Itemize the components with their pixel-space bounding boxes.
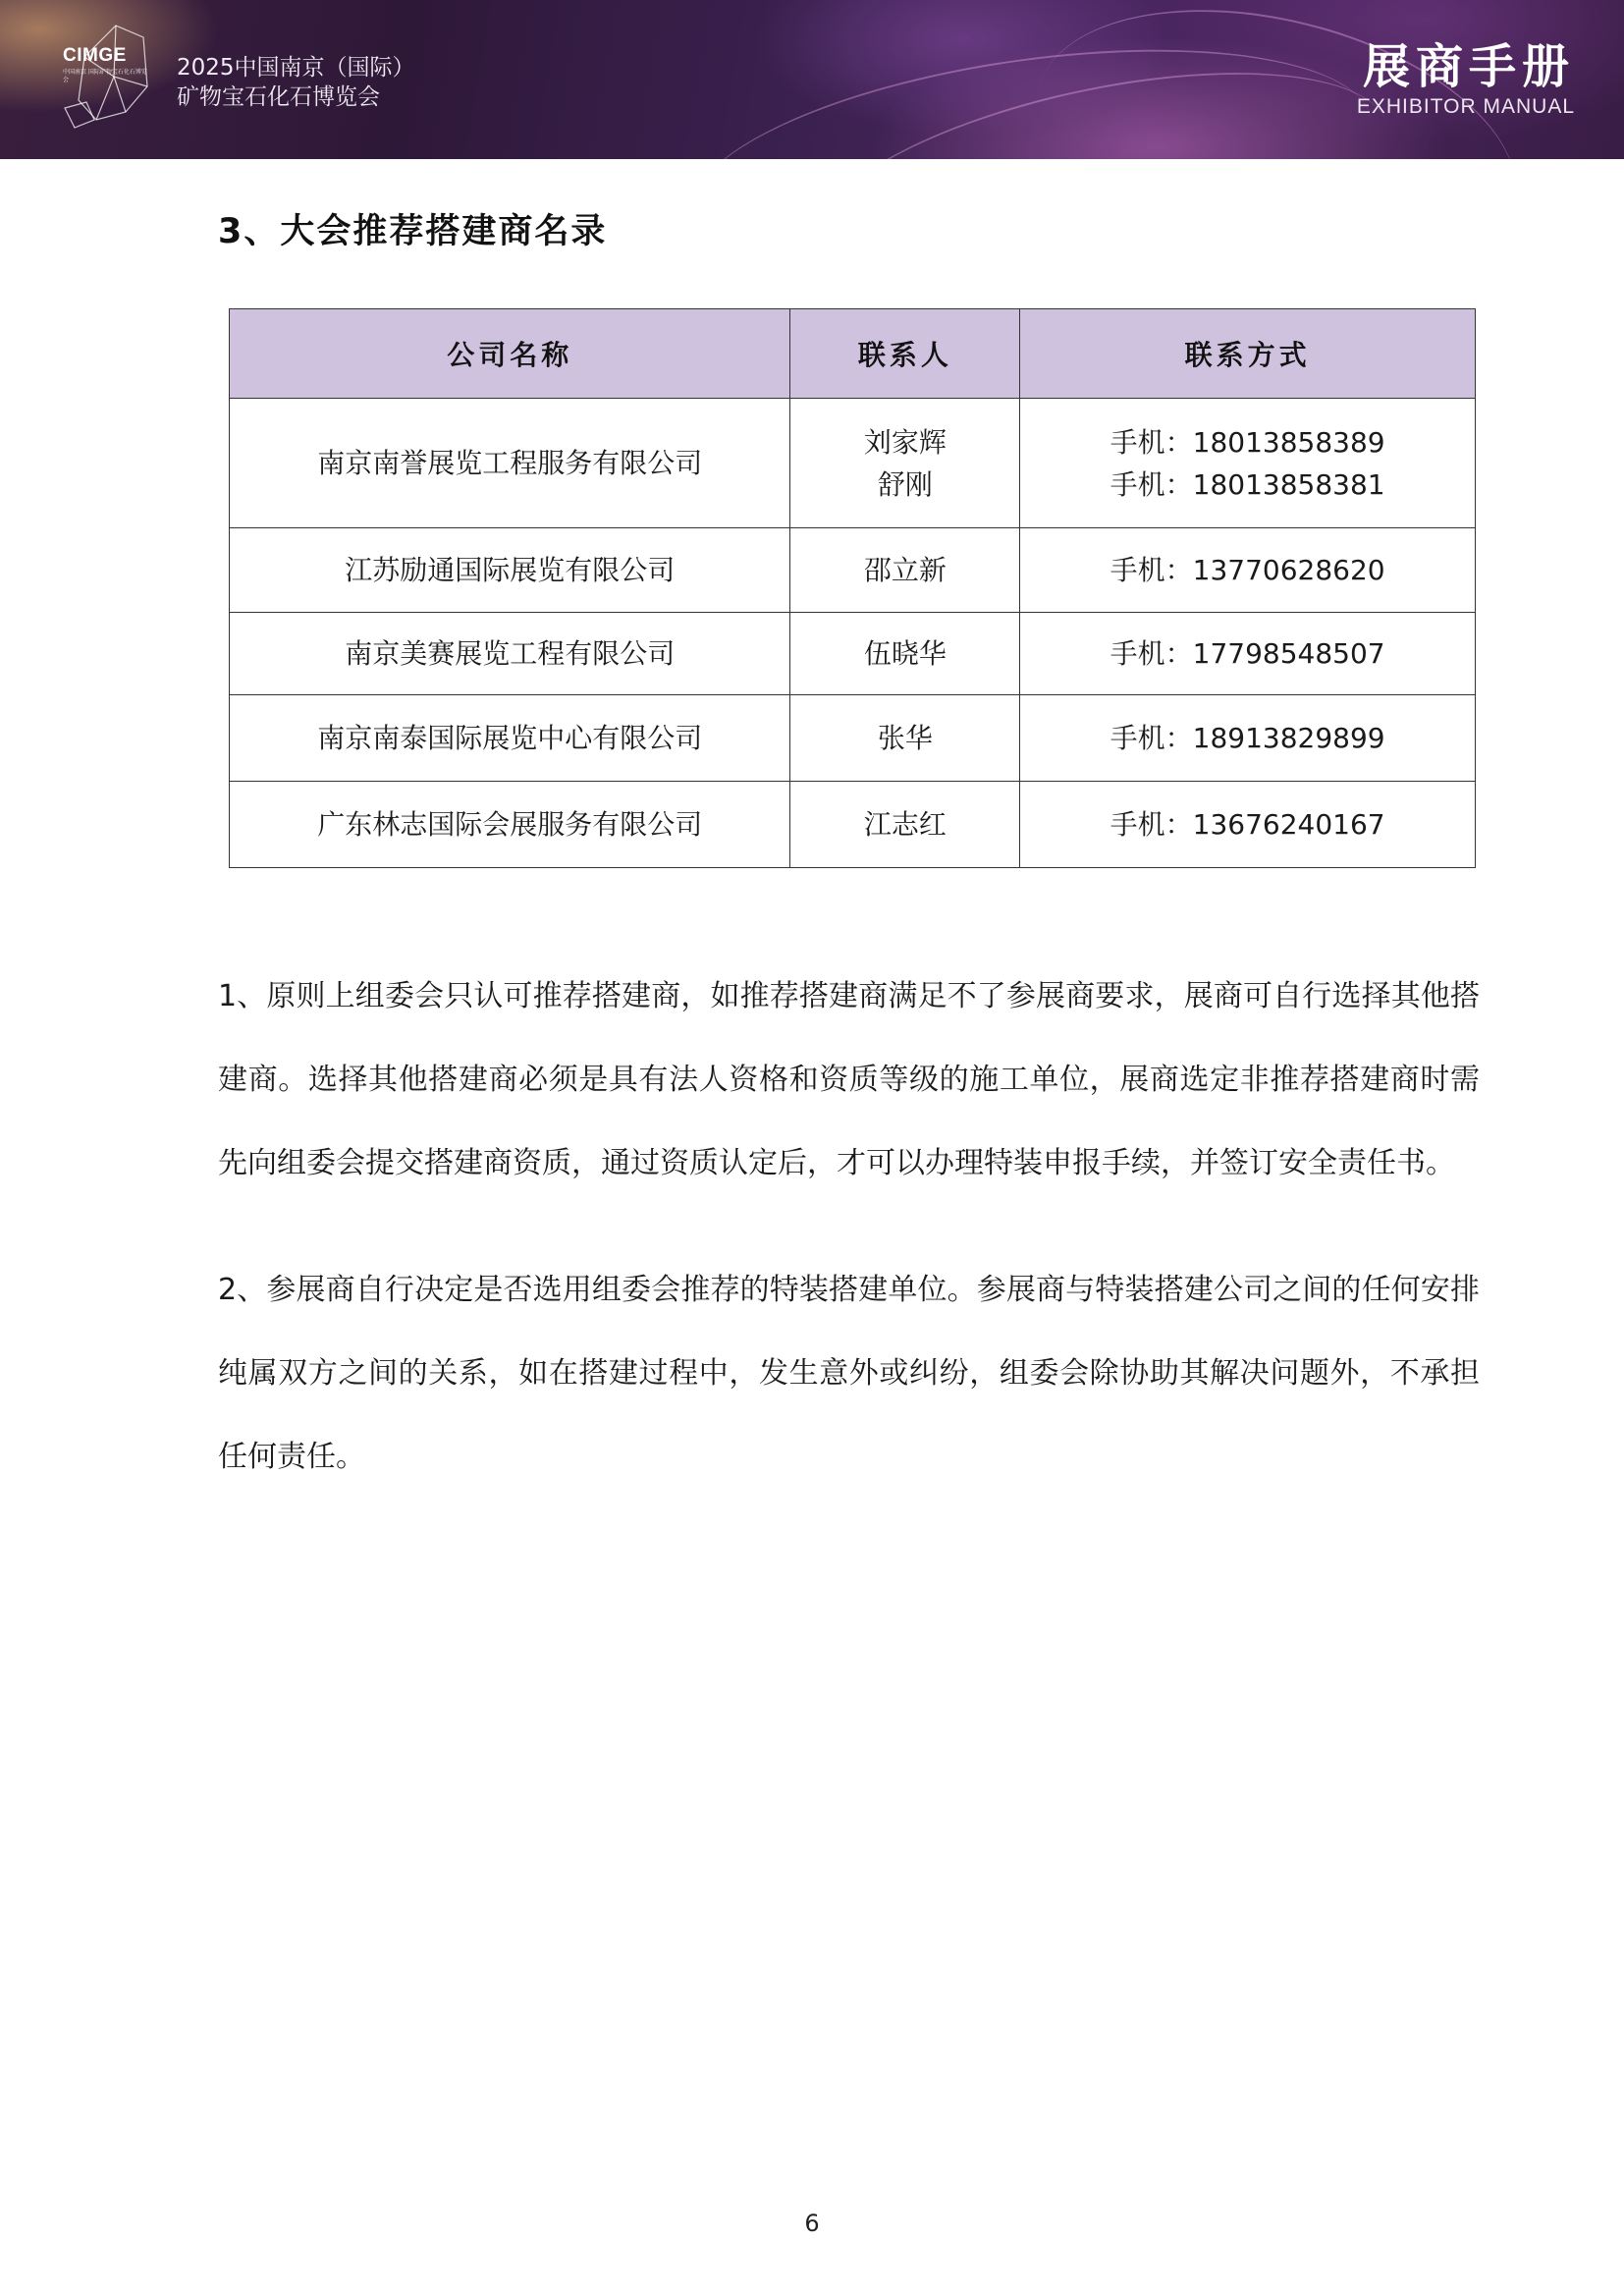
event-title-line2: 矿物宝石化石博览会 (177, 84, 380, 110)
manual-title-zh: 展商手册 (1362, 39, 1575, 94)
event-title (177, 53, 415, 112)
column-header-contact: 联系人 (790, 309, 1020, 399)
contact-person: 舒刚 (877, 467, 933, 501)
cimge-logo (57, 18, 165, 136)
phone-cell (1020, 399, 1476, 528)
phone-number: 手机：18013858389 (1110, 425, 1385, 459)
logo-text: CIMGE (63, 45, 127, 66)
contact-person-cell: 张华 (790, 695, 1020, 782)
company-name-cell: 南京南泰国际展览中心有限公司 (230, 695, 790, 782)
contact-person-cell (790, 399, 1020, 528)
contact-person-cell: 邵立新 (790, 528, 1020, 613)
table-row (230, 695, 1476, 782)
contact-person: 刘家辉 (863, 425, 947, 459)
company-name-cell: 南京南誉展览工程服务有限公司 (230, 399, 790, 528)
contact-person-cell: 伍晓华 (790, 613, 1020, 695)
builders-table (229, 308, 1476, 868)
table-row (230, 613, 1476, 695)
phone-number: 手机：18013858381 (1110, 467, 1385, 501)
table-header-row (230, 309, 1476, 399)
notes-section (218, 955, 1480, 1542)
note-paragraph-1: 1、原则上组委会只认可推荐搭建商，如推荐搭建商满足不了参展商要求，展商可自行选择其他搭建商。选择其他搭建商必须是具有法人资格和资质等级的施工单位，展商选定非推荐搭建商时需先向组委会提交搭建商资质，通过资质认定后，才可以办理特装申报手续，并签订安全责任书。 (218, 979, 1480, 1180)
phone-cell: 手机：17798548507 (1020, 613, 1476, 695)
page-number: 6 (804, 2210, 820, 2237)
section-heading: 3、大会推荐搭建商名录 (218, 212, 608, 251)
manual-title (1357, 39, 1575, 120)
table-row (230, 782, 1476, 868)
phone-cell: 手机：13676240167 (1020, 782, 1476, 868)
manual-title-en: EXHIBITOR MANUAL (1356, 95, 1575, 118)
logo-subtext: 中国南京 国际矿物宝石化石博览会 (63, 69, 147, 83)
company-name-cell: 江苏励通国际展览有限公司 (230, 528, 790, 613)
phone-cell: 手机：18913829899 (1020, 695, 1476, 782)
event-title-line1: 2025中国南京（国际） (177, 55, 415, 81)
header-banner (0, 0, 1624, 159)
contact-person-cell: 江志红 (790, 782, 1020, 868)
note-paragraph-2: 2、参展商自行决定是否选用组委会推荐的特装搭建单位。参展商与特装搭建公司之间的任何安排纯属双方之间的关系，如在搭建过程中，发生意外或纠纷，组委会除协助其解决问题外，不承担任何责任。 (218, 1273, 1480, 1474)
column-header-phone: 联系方式 (1020, 309, 1476, 399)
table-row (230, 399, 1476, 528)
table-row (230, 528, 1476, 613)
phone-cell: 手机：13770628620 (1020, 528, 1476, 613)
company-name-cell: 南京美赛展览工程有限公司 (230, 613, 790, 695)
company-name-cell: 广东林志国际会展服务有限公司 (230, 782, 790, 868)
column-header-company: 公司名称 (230, 309, 790, 399)
